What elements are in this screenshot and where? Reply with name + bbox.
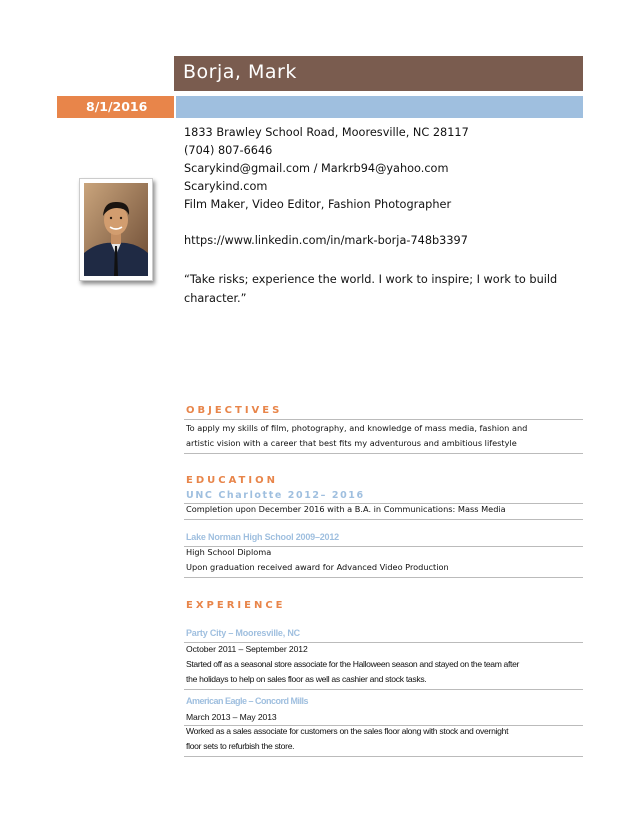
job-2-rule-bottom <box>184 756 583 757</box>
accent-bar <box>176 96 583 118</box>
job-1-rule-bottom <box>184 689 583 690</box>
objectives-line-1: To apply my skills of film, photography, and knowledge of mass media, fashion and <box>186 423 528 433</box>
job-2-line-1: Worked as a sales associate for customers on the sales floor along with stock and overnight <box>186 726 509 736</box>
objectives-heading: OBJECTIVES <box>186 405 283 416</box>
date-box <box>57 96 174 118</box>
objectives-line-2: artistic vision with a career that best fits my adventurous and ambitious lifestyle <box>186 438 517 448</box>
roles: Film Maker, Video Editor, Fashion Photographer <box>184 198 452 211</box>
profile-photo-frame <box>79 178 153 281</box>
contact-block <box>184 124 469 250</box>
objectives-rule-bottom <box>184 453 583 454</box>
education-rule-4 <box>184 577 583 578</box>
experience-heading: EXPERIENCE <box>186 600 286 611</box>
job-1-dates: October 2011 – September 2012 <box>186 644 308 654</box>
name-banner <box>174 56 583 91</box>
job-1-title: Party City – Mooresville, NC <box>186 628 300 638</box>
phone: (704) 807-6646 <box>184 144 273 157</box>
portrait-image <box>84 183 148 276</box>
education-heading: EDUCATION <box>186 475 278 486</box>
education-school-2-title: Lake Norman High School 2009–2012 <box>186 532 339 542</box>
objectives-rule <box>184 419 583 420</box>
job-1-line-2: the holidays to help on sales floor as well as cashier and stock tasks. <box>186 674 427 684</box>
education-rule-2 <box>184 519 583 520</box>
education-school-1-detail: Completion upon December 2016 with a B.A. in Communications: Mass Media <box>186 504 506 514</box>
website[interactable]: Scarykind.com <box>184 180 268 193</box>
job-2-title: American Eagle – Concord Mills <box>186 696 309 706</box>
education-school-1-title: UNC Charlotte 2012– 2016 <box>186 490 365 501</box>
resume-name: Borja, Mark <box>183 61 297 83</box>
linkedin-link[interactable]: https://www.linkedin.com/in/mark-borja-748b3397 <box>184 234 468 247</box>
education-school-2-line-2: Upon graduation received award for Advanced Video Production <box>186 562 449 572</box>
job-2-line-2: floor sets to refurbish the store. <box>186 741 295 751</box>
quote: “Take risks; experience the world. I work to inspire; I work to build character.” <box>184 273 558 305</box>
job-1-line-1: Started off as a seasonal store associate for the Halloween season and stayed on the team after <box>186 659 520 669</box>
address: 1833 Brawley School Road, Mooresville, NC 28117 <box>184 126 469 139</box>
resume-date: 8/1/2016 <box>86 99 148 114</box>
job-2-dates: March 2013 – May 2013 <box>186 712 277 722</box>
profile-photo <box>84 183 148 276</box>
education-school-2-line-1: High School Diploma <box>186 547 272 557</box>
emails[interactable]: Scarykind@gmail.com / Markrb94@yahoo.com <box>184 162 449 175</box>
